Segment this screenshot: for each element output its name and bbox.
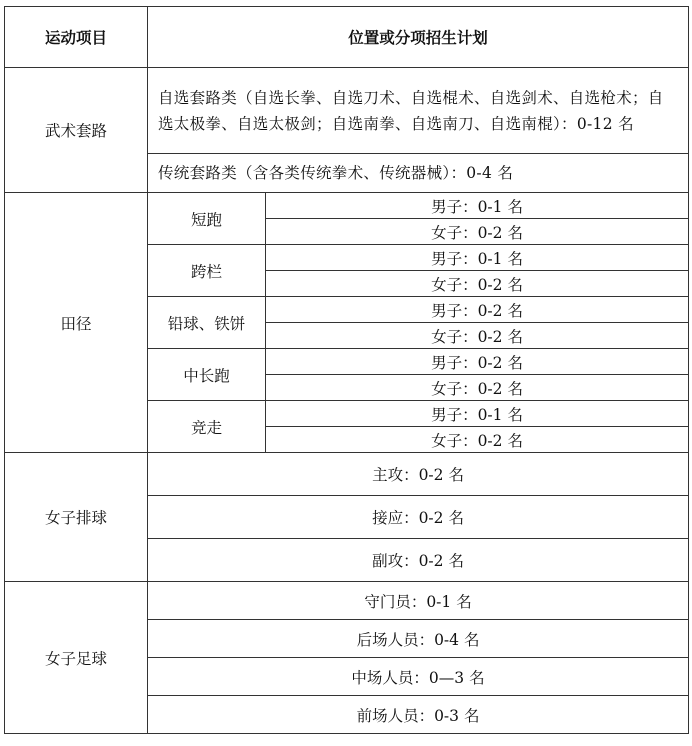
shotput-female: 女子：0-2 名: [266, 323, 689, 349]
football-midfielder: 中场人员：0—3 名: [148, 658, 689, 696]
race-walk-male: 男子：0-1 名: [266, 401, 689, 427]
athletics-row: [5, 193, 689, 219]
sport-athletics: 田径: [5, 193, 148, 453]
sport-wushu: 武术套路: [5, 68, 148, 193]
header-sport: 运动项目: [5, 7, 148, 68]
sprint-male: 男子：0-1 名: [266, 193, 689, 219]
event-sprint: 短跑: [148, 193, 266, 245]
header-plan: 位置或分项招生计划: [148, 7, 689, 68]
wushu-freestyle: 自选套路类（自选长拳、自选刀术、自选棍术、自选剑术、自选枪术；自选太极拳、自选太极剑；自选南拳、自选南刀、自选南棍）：0-12 名: [148, 68, 689, 154]
shotput-male: 男子：0-2 名: [266, 297, 689, 323]
event-shotput-discus: 铅球、铁饼: [148, 297, 266, 349]
sport-football: 女子足球: [5, 582, 148, 734]
football-goalkeeper: 守门员：0-1 名: [148, 582, 689, 620]
wushu-traditional: 传统套路类（含各类传统拳术、传统器械）：0-4 名: [148, 154, 689, 193]
volleyball-row: [5, 453, 689, 496]
wushu-row-1: [5, 68, 689, 154]
middle-distance-male: 男子：0-2 名: [266, 349, 689, 375]
hurdles-male: 男子：0-1 名: [266, 245, 689, 271]
football-row: [5, 582, 689, 620]
middle-distance-female: 女子：0-2 名: [266, 375, 689, 401]
volleyball-outside-hitter: 主攻：0-2 名: [148, 453, 689, 496]
event-hurdles: 跨栏: [148, 245, 266, 297]
header-row: [5, 7, 689, 68]
enrollment-plan-document: [4, 6, 688, 742]
event-middle-distance: 中长跑: [148, 349, 266, 401]
volleyball-middle-blocker: 副攻：0-2 名: [148, 539, 689, 582]
sprint-female: 女子：0-2 名: [266, 219, 689, 245]
sport-volleyball: 女子排球: [5, 453, 148, 582]
event-race-walk: 竞走: [148, 401, 266, 453]
football-defender: 后场人员：0-4 名: [148, 620, 689, 658]
football-forward: 前场人员：0-3 名: [148, 696, 689, 734]
hurdles-female: 女子：0-2 名: [266, 271, 689, 297]
race-walk-female: 女子：0-2 名: [266, 427, 689, 453]
enrollment-plan-table: [4, 6, 689, 734]
volleyball-opposite: 接应：0-2 名: [148, 496, 689, 539]
